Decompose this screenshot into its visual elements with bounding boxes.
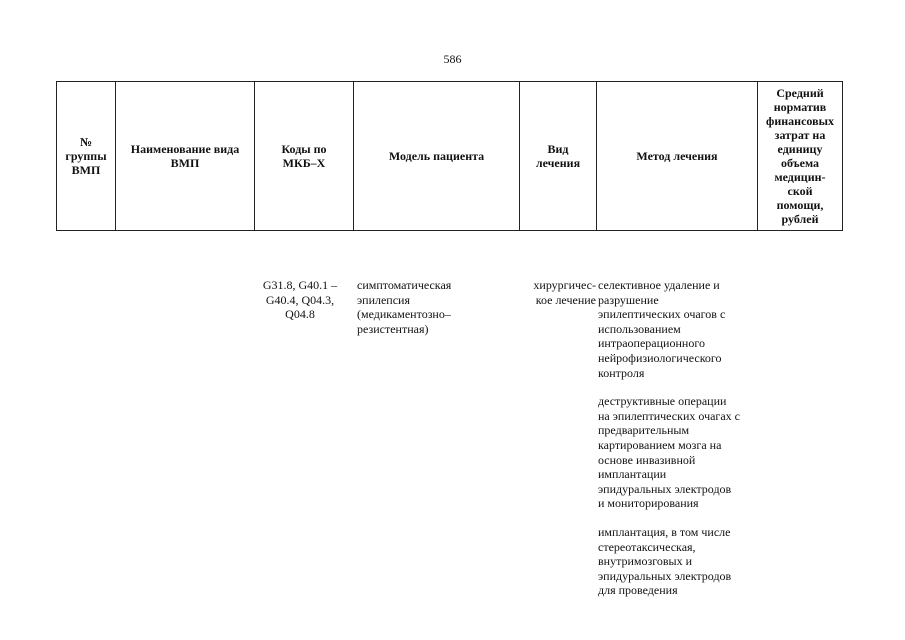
text-line: использованием — [598, 321, 681, 336]
text-line: нейрофизиологического — [598, 350, 722, 365]
text-line: для проведения — [598, 583, 678, 598]
text-line: Средний — [776, 86, 824, 100]
text-line: контроля — [598, 365, 645, 380]
text-line: медицин- — [774, 170, 826, 184]
text-line: норматив — [773, 100, 827, 114]
text-line: резистентная) — [357, 321, 429, 336]
text-line: G40.4, Q04.3, — [265, 292, 335, 307]
header-patient-model — [354, 82, 520, 231]
text-line: и мониторирования — [598, 496, 699, 511]
text-line: Q04.8 — [285, 307, 315, 322]
header-avg-cost — [758, 82, 843, 231]
text-line: ВМП — [170, 156, 200, 170]
text-line: Вид — [547, 142, 569, 156]
text-line: лечения — [535, 156, 581, 170]
treatment-method-item — [598, 278, 758, 380]
text-line: симптоматическая — [357, 278, 452, 292]
text-line: имплантации — [598, 467, 667, 482]
text-line: кое лечение — [535, 292, 596, 307]
text-line: стереотаксическая, — [598, 539, 696, 554]
text-line: финансовых — [766, 114, 834, 128]
text-line: Метод лечения — [636, 149, 718, 163]
text-line: объема — [780, 156, 820, 170]
text-line: разрушение — [598, 292, 659, 307]
icd-codes-cell — [256, 278, 344, 322]
text-line: Коды по — [281, 142, 327, 156]
text-line: основе инвазивной — [598, 452, 696, 467]
text-line: помощи, — [776, 198, 824, 212]
page-number: 586 — [443, 52, 462, 66]
text-line: предварительным — [598, 423, 690, 438]
header-treatment-type — [520, 82, 597, 231]
text-line: картированием мозга на — [598, 437, 722, 452]
header-group-no — [57, 82, 116, 231]
text-line: внутримозговых и — [598, 554, 693, 569]
text-line: интраоперационного — [598, 336, 705, 351]
patient-model-cell — [357, 278, 507, 336]
text-line: G31.8, G40.1 – — [262, 278, 338, 292]
text-line: группы — [65, 149, 107, 163]
text-line: единицу — [777, 142, 823, 156]
header-vmp-name — [116, 82, 255, 231]
text-line: № — [79, 135, 93, 149]
treatment-method-item — [598, 525, 758, 598]
text-line: на эпилептических очагах с — [598, 408, 741, 423]
table-header — [56, 81, 843, 231]
text-line: ской — [787, 184, 813, 198]
text-line: деструктивные операции — [598, 394, 727, 409]
header-icd-codes — [255, 82, 354, 231]
text-line: селективное удаление и — [598, 278, 720, 292]
text-line: Наименование вида — [130, 142, 240, 156]
text-line: эпилепсия — [357, 292, 410, 307]
text-line: Модель пациента — [388, 149, 485, 163]
treatment-type-cell — [520, 278, 596, 307]
text-line: хирургичес- — [533, 278, 596, 292]
text-line: имплантация, в том числе — [598, 524, 731, 539]
text-line: рублей — [781, 212, 819, 226]
text-line: ВМП — [71, 163, 101, 177]
treatment-methods-cell — [598, 278, 758, 612]
text-line: эпидуральных электродов — [598, 481, 732, 496]
header-treatment-method — [597, 82, 758, 231]
text-line: эпидуральных электродов — [598, 568, 732, 583]
text-line: эпилептических очагов с — [598, 307, 726, 322]
text-line: (медикаментозно– — [357, 307, 451, 322]
treatment-method-item — [598, 394, 758, 511]
text-line: МКБ–X — [282, 156, 326, 170]
text-line: затрат на — [774, 128, 826, 142]
